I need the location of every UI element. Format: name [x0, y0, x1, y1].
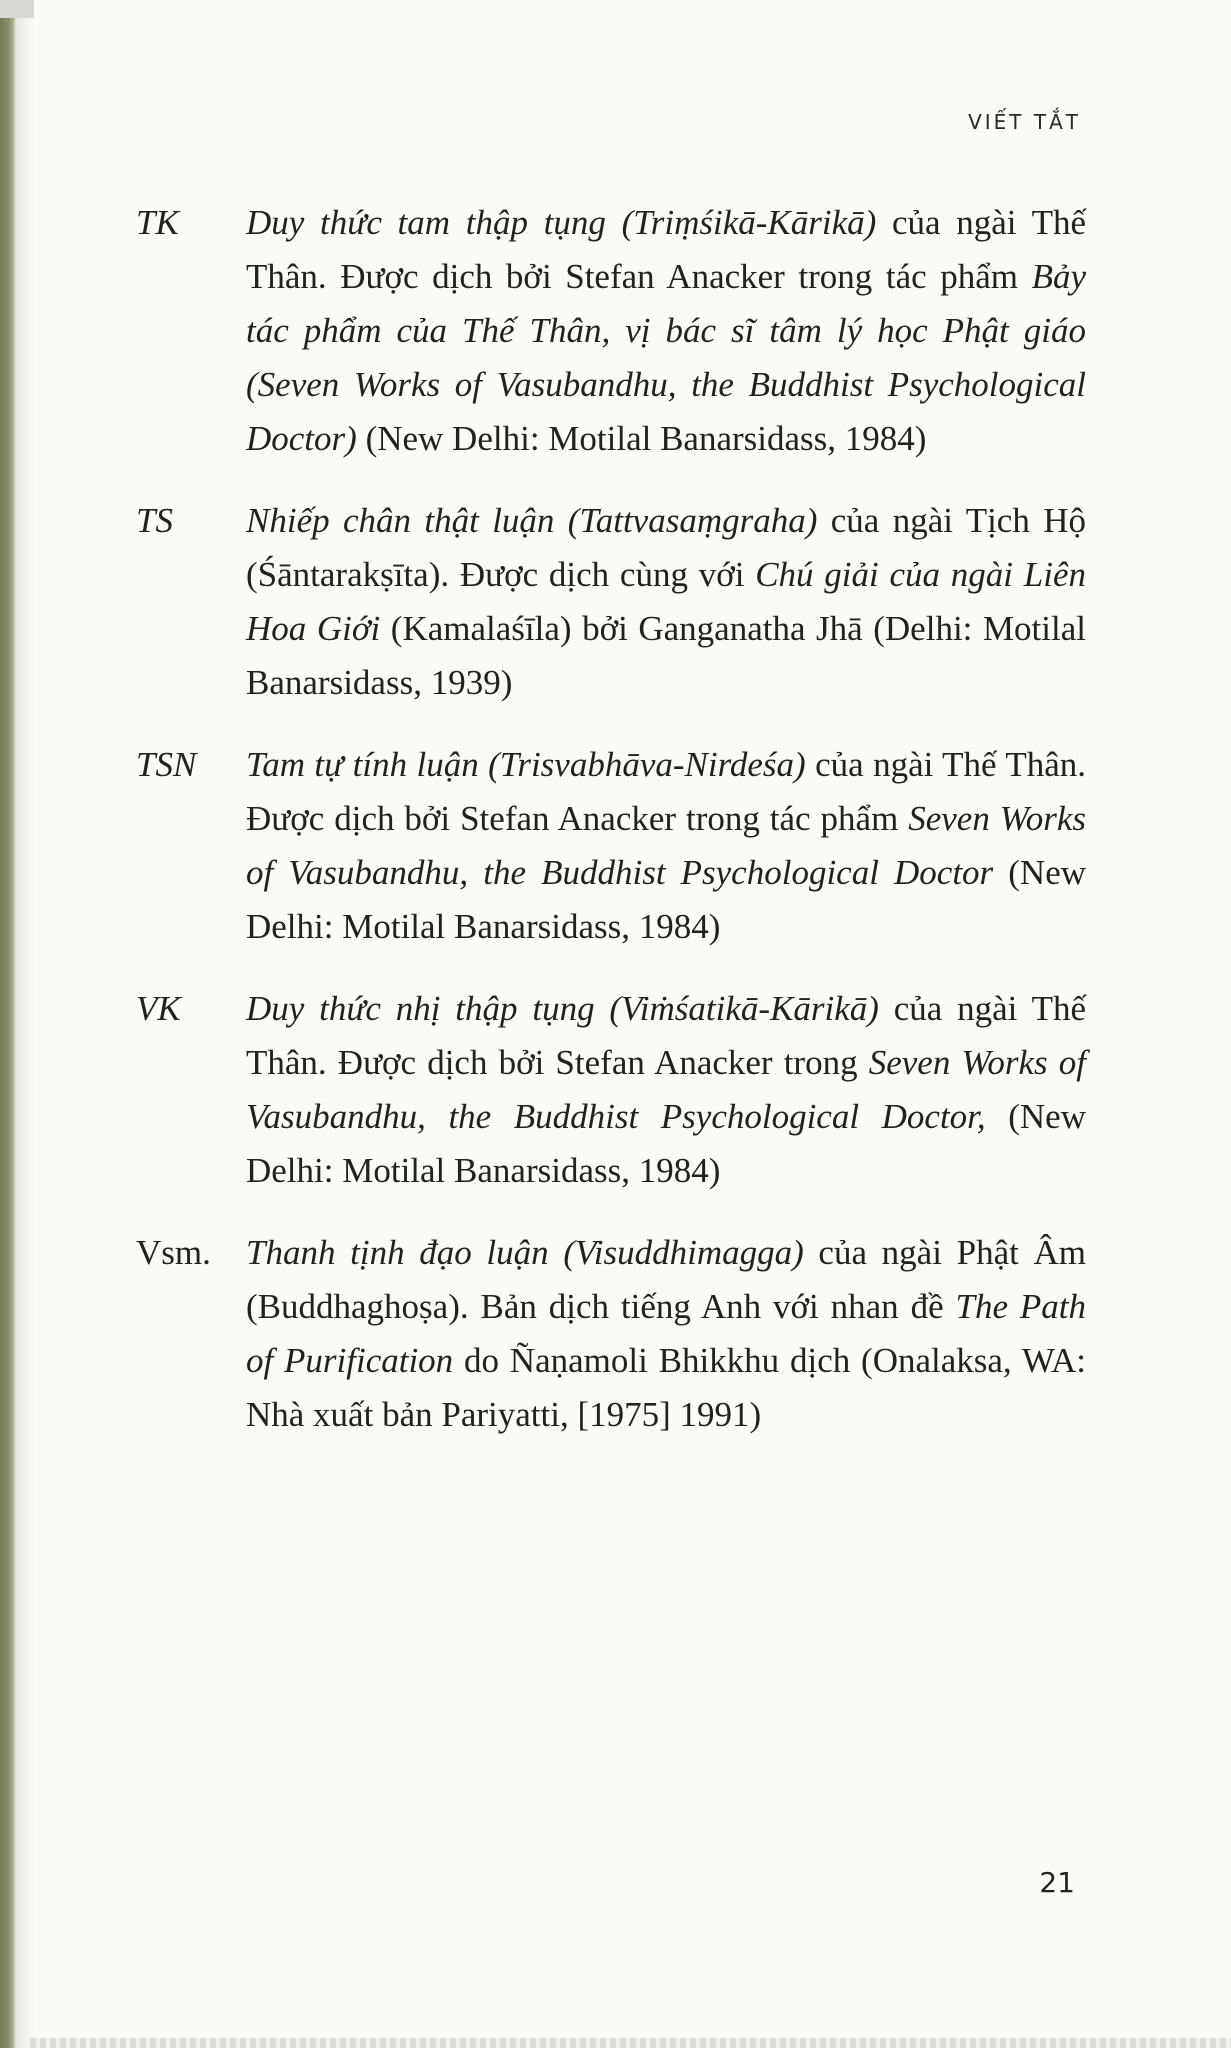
running-head: VIẾT TẮT: [968, 110, 1081, 134]
abbreviation-entry: [136, 196, 1086, 466]
book-binding-edge: [0, 0, 16, 2048]
description-segment: do Ñaṇamoli Bhikkhu dịch (Onalaksa, WA: Nhà xuất bản Pariyatti, [1975] 1991): [246, 1341, 1086, 1434]
abbreviation-entry: [136, 738, 1086, 954]
description-segment: của ngài Thế Thân. Được dịch bởi Stefan Anacker trong tác phẩm: [246, 203, 1086, 296]
gutter-shadow: [16, 0, 34, 2048]
description-segment: (New Delhi: Motilal Banarsidass, 1984): [356, 419, 927, 458]
description-segment: Nhiếp chân thật luận (Tattvasaṃgraha): [246, 501, 818, 540]
page-number: 21: [1039, 1866, 1075, 1899]
description-segment: (New Delhi: Motilal Banarsidass, 1984): [246, 1097, 1086, 1190]
abbreviation-term: TSN: [136, 745, 197, 784]
abbreviation-entry: [136, 982, 1086, 1198]
abbreviation-description: [246, 494, 1086, 710]
description-segment: Duy thức nhị thập tụng (Viṁśatikā-Kārikā): [246, 989, 879, 1028]
abbreviation-description: [246, 196, 1086, 466]
description-segment: (Kamalaśīla) bởi Ganganatha Jhā (Delhi: Motilal Banarsidass, 1939): [246, 609, 1086, 702]
scan-bottom-edge: [30, 2038, 1231, 2048]
abbreviation-term: Vsm.: [136, 1233, 211, 1272]
abbreviation-list: [136, 196, 1086, 1470]
description-segment: Seven Works of Vasubandhu, the Buddhist Psychological Doctor: [246, 799, 1086, 892]
description-segment: (New Delhi: Motilal Banarsidass, 1984): [246, 853, 1086, 946]
description-segment: Duy thức tam thập tụng (Triṃśikā-Kārikā): [246, 203, 877, 242]
abbreviation-description: [246, 1226, 1086, 1442]
scan-corner: [0, 0, 34, 18]
description-segment: của ngài Thế Thân. Được dịch bởi Stefan Anacker trong: [246, 989, 1086, 1082]
abbreviation-term: TK: [136, 203, 179, 242]
description-segment: của ngài Tịch Hộ (Śāntarakṣīta). Được dịch cùng với: [246, 501, 1086, 594]
description-segment: của ngài Phật Âm (Buddhaghoṣa). Bản dịch tiếng Anh với nhan đề: [246, 1233, 1086, 1326]
abbreviation-description: [246, 982, 1086, 1198]
abbreviation-entry: [136, 494, 1086, 710]
description-segment: Tam tự tính luận (Trisvabhāva-Nirdeśa): [246, 745, 806, 784]
abbreviation-term: TS: [136, 501, 173, 540]
description-segment: Chú giải của ngài Liên Hoa Giới: [246, 555, 1086, 648]
abbreviation-description: [246, 738, 1086, 954]
description-segment: của ngài Thế Thân. Được dịch bởi Stefan Anacker trong tác phẩm: [246, 745, 1086, 838]
description-segment: Thanh tịnh đạo luận (Visuddhimagga): [246, 1233, 804, 1272]
description-segment: Bảy tác phẩm của Thế Thân, vị bác sĩ tâm lý học Phật giáo (Seven Works of Vasubandhu, the Buddhist Psychological Doctor): [246, 257, 1086, 458]
description-segment: The Path of Purification: [246, 1287, 1086, 1380]
abbreviation-term: VK: [136, 989, 181, 1028]
description-segment: Seven Works of Vasubandhu, the Buddhist Psychological Doctor,: [246, 1043, 1087, 1136]
abbreviation-entry: [136, 1226, 1086, 1442]
